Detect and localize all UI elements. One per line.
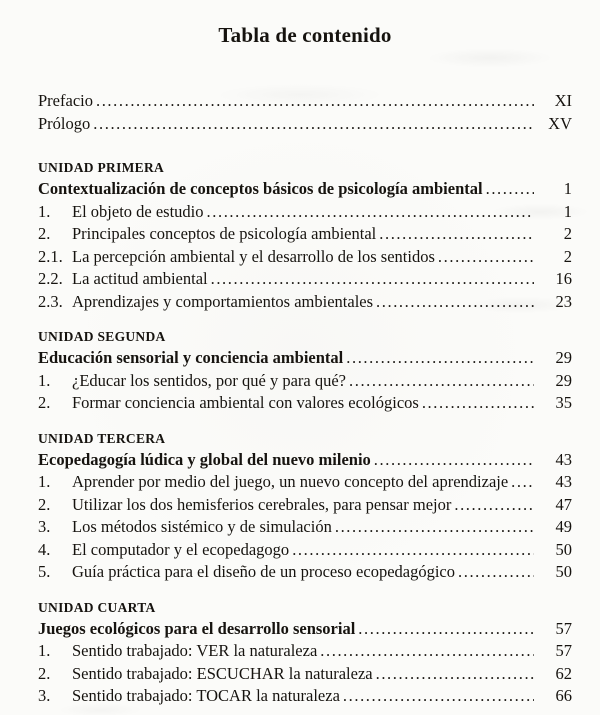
page-number: 50 <box>555 562 572 581</box>
toc-entry <box>38 246 572 269</box>
dot-leader <box>376 223 534 246</box>
dot-leader <box>90 113 534 136</box>
entry-label: La percepción ambiental y el desarrollo de los sentidos <box>72 246 435 266</box>
entry-label: Formar conciencia ambiental con valores ecológicos <box>72 393 419 412</box>
page-number: 2 <box>563 246 572 266</box>
toc-entry <box>38 539 572 562</box>
section-unidad-cuarta <box>38 597 572 708</box>
entry-label: La actitud ambiental <box>72 269 208 288</box>
toc-entry <box>38 494 572 517</box>
toc-entry <box>38 113 572 136</box>
unit-label: UNIDAD TERCERA <box>38 430 166 446</box>
item-number: 2.2. <box>38 269 63 288</box>
unit-label: UNIDAD PRIMERA <box>38 160 165 175</box>
page-number: XI <box>554 91 572 110</box>
toc-entry <box>38 685 572 708</box>
page-number: 62 <box>555 663 572 683</box>
entry-label: ¿Educar los sentidos, por qué y para qué? <box>72 370 346 390</box>
dot-leader <box>93 90 534 113</box>
page-number: 2 <box>563 224 572 243</box>
page-number: 57 <box>555 618 572 638</box>
dot-leader <box>435 246 534 269</box>
front-matter <box>38 90 572 135</box>
page-number: 29 <box>555 348 572 367</box>
page-number: XV <box>548 113 572 133</box>
page-number: 16 <box>555 269 572 288</box>
dot-leader <box>373 663 534 686</box>
toc-entry <box>38 392 572 415</box>
dot-leader <box>508 471 534 494</box>
section-heading-label: Juegos ecológicos para el desarrollo sensorial <box>38 618 356 638</box>
section-heading-row <box>38 618 572 641</box>
section-unidad-primera <box>38 157 572 313</box>
page-number: 43 <box>555 472 572 491</box>
dot-leader <box>340 685 534 708</box>
item-number: 2.3. <box>38 291 63 311</box>
section-heading-row <box>38 178 572 201</box>
section-heading-label: Contextualización de conceptos básicos de psicología ambiental <box>38 179 483 198</box>
dot-leader <box>483 178 534 201</box>
item-number: 1. <box>38 370 51 390</box>
page-number: 66 <box>555 686 572 705</box>
item-number: 3. <box>38 517 51 536</box>
toc-entry <box>38 516 572 539</box>
entry-label: Aprender por medio del juego, un nuevo concepto del aprendizaje <box>72 472 509 491</box>
entry-label: Sentido trabajado: VER la naturaleza <box>72 641 318 660</box>
dot-leader <box>355 618 534 641</box>
entry-label: El computador y el ecopedagogo <box>72 539 290 559</box>
item-number: 2. <box>38 663 51 683</box>
entry-label: Aprendizajes y comportamientos ambientales <box>72 291 374 311</box>
dot-leader <box>332 516 534 539</box>
section-heading-row <box>38 347 572 370</box>
entry-label: Guía práctica para el diseño de un proceso ecopedagógico <box>72 562 455 581</box>
item-number: 2. <box>38 224 51 243</box>
page-number: 47 <box>555 494 572 514</box>
page-title: Tabla de contenido <box>218 23 392 47</box>
entry-label: Sentido trabajado: TOCAR la naturaleza <box>72 686 340 705</box>
toc-entry <box>38 268 572 291</box>
dot-leader <box>419 392 534 415</box>
page-number: 43 <box>555 449 572 469</box>
toc-entry <box>38 471 572 494</box>
section-heading-row <box>38 449 572 472</box>
page-number: 23 <box>555 291 572 311</box>
dot-leader <box>343 347 534 370</box>
dot-leader <box>346 370 534 393</box>
toc-entry <box>38 90 572 113</box>
item-number: 1. <box>38 201 51 221</box>
toc-entry <box>38 201 572 224</box>
section-unidad-tercera <box>38 428 572 584</box>
entry-label: Utilizar los dos hemisferios cerebrales, para pensar mejor <box>72 494 452 514</box>
page-number: 1 <box>563 179 572 198</box>
entry-label: Prólogo <box>38 113 91 133</box>
dot-leader <box>208 268 534 291</box>
toc-entry <box>38 663 572 686</box>
item-number: 2. <box>38 393 51 412</box>
dot-leader <box>373 291 534 314</box>
page-number: 49 <box>555 517 572 536</box>
entry-label: Prefacio <box>38 91 93 110</box>
toc-entry <box>38 561 572 584</box>
unit-label: UNIDAD CUARTA <box>38 599 156 615</box>
item-number: 1. <box>38 472 51 491</box>
toc-entry <box>38 370 572 393</box>
item-number: 2.1. <box>38 246 63 266</box>
entry-label: Principales conceptos de psicología ambiental <box>72 224 377 243</box>
section-heading-label: Educación sensorial y conciencia ambiental <box>38 348 344 367</box>
page-number: 57 <box>555 641 572 660</box>
dot-leader <box>371 449 534 472</box>
entry-label: El objeto de estudio <box>72 201 204 221</box>
toc-entry <box>38 640 572 663</box>
item-number: 2. <box>38 494 51 514</box>
dot-leader <box>455 561 534 584</box>
item-number: 1. <box>38 641 51 660</box>
toc-entry <box>38 291 572 314</box>
item-number: 3. <box>38 686 51 705</box>
page-number: 50 <box>555 539 572 559</box>
unit-label: UNIDAD SEGUNDA <box>38 329 166 344</box>
page-number: 35 <box>555 393 572 412</box>
dot-leader <box>204 201 534 224</box>
entry-label: Sentido trabajado: ESCUCHAR la naturaleza <box>72 663 373 683</box>
dot-leader <box>289 539 534 562</box>
page-number: 1 <box>563 201 572 221</box>
toc-entry <box>38 223 572 246</box>
section-heading-label: Ecopedagogía lúdica y global del nuevo milenio <box>38 449 371 469</box>
page-number: 29 <box>555 370 572 390</box>
dot-leader <box>317 640 534 663</box>
dot-leader <box>451 494 534 517</box>
item-number: 4. <box>38 539 51 559</box>
item-number: 5. <box>38 562 51 581</box>
entry-label: Los métodos sistémico y de simulación <box>72 517 332 536</box>
section-unidad-segunda <box>38 326 572 415</box>
